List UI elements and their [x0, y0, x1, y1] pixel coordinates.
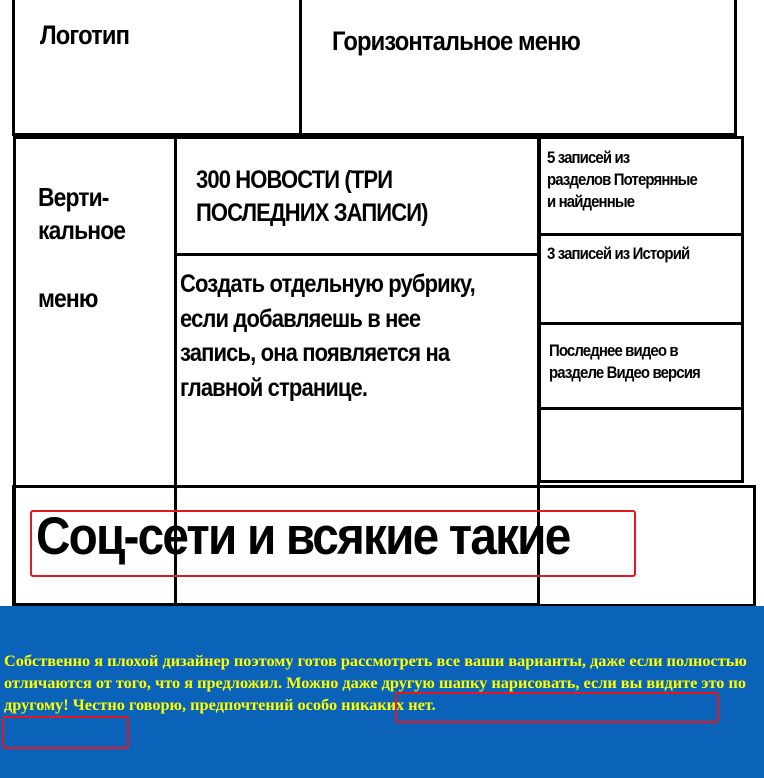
- vertical-menu-label: [38, 181, 170, 315]
- stories-label: 3 записей из Историй: [547, 244, 690, 263]
- header-menu-block: [299, 0, 737, 136]
- social-label: Соц-сети и всякие такие: [36, 507, 570, 566]
- rubric-line: главной странице.: [180, 373, 368, 402]
- caption-highlight-box-2: [2, 716, 129, 749]
- video-line: Последнее видео в: [549, 341, 678, 360]
- rubric-line: если добавляешь в нее: [180, 304, 421, 333]
- lost-found-line: и найденные: [547, 192, 635, 212]
- lost-found-line: 5 записей из: [547, 148, 630, 167]
- caption-highlight-box-1: [395, 692, 719, 723]
- rubric-label: [180, 267, 541, 405]
- rubric-line: Создать отдельную рубрику,: [180, 270, 475, 298]
- logo-label: Логотип: [40, 20, 130, 50]
- vertical-menu-line: кальное: [38, 215, 126, 246]
- caption-part1: Собственно я плохой дизайнер поэтому готов рассмотреть все ваши варианты, даже если полностью отличаются от того, что я предложил. Можно даже другую шапку нарисовать, если вы видите это по другому!: [4, 651, 747, 714]
- lost-found-label: [547, 147, 745, 213]
- news-line: ПОСЛЕДНИХ ЗАПИСИ): [196, 198, 428, 227]
- horizontal-menu-label: Горизонтальное меню: [332, 26, 580, 56]
- rubric-line: запись, она появляется на: [180, 339, 450, 367]
- news-label: [196, 164, 530, 229]
- vertical-menu-line: меню: [38, 282, 98, 313]
- lost-found-line: разделов Потерянные: [547, 170, 697, 190]
- video-line: разделе Видео версия: [549, 363, 700, 383]
- news-line: 300 НОВОСТИ (ТРИ: [196, 166, 393, 194]
- empty-block: [538, 407, 744, 483]
- social-highlight-box: [30, 510, 636, 577]
- vertical-menu-line: Верти-: [38, 182, 109, 212]
- caption-part2: Честно говорю, предпочтений особо никаких нет.: [72, 695, 436, 714]
- video-label: [549, 340, 747, 384]
